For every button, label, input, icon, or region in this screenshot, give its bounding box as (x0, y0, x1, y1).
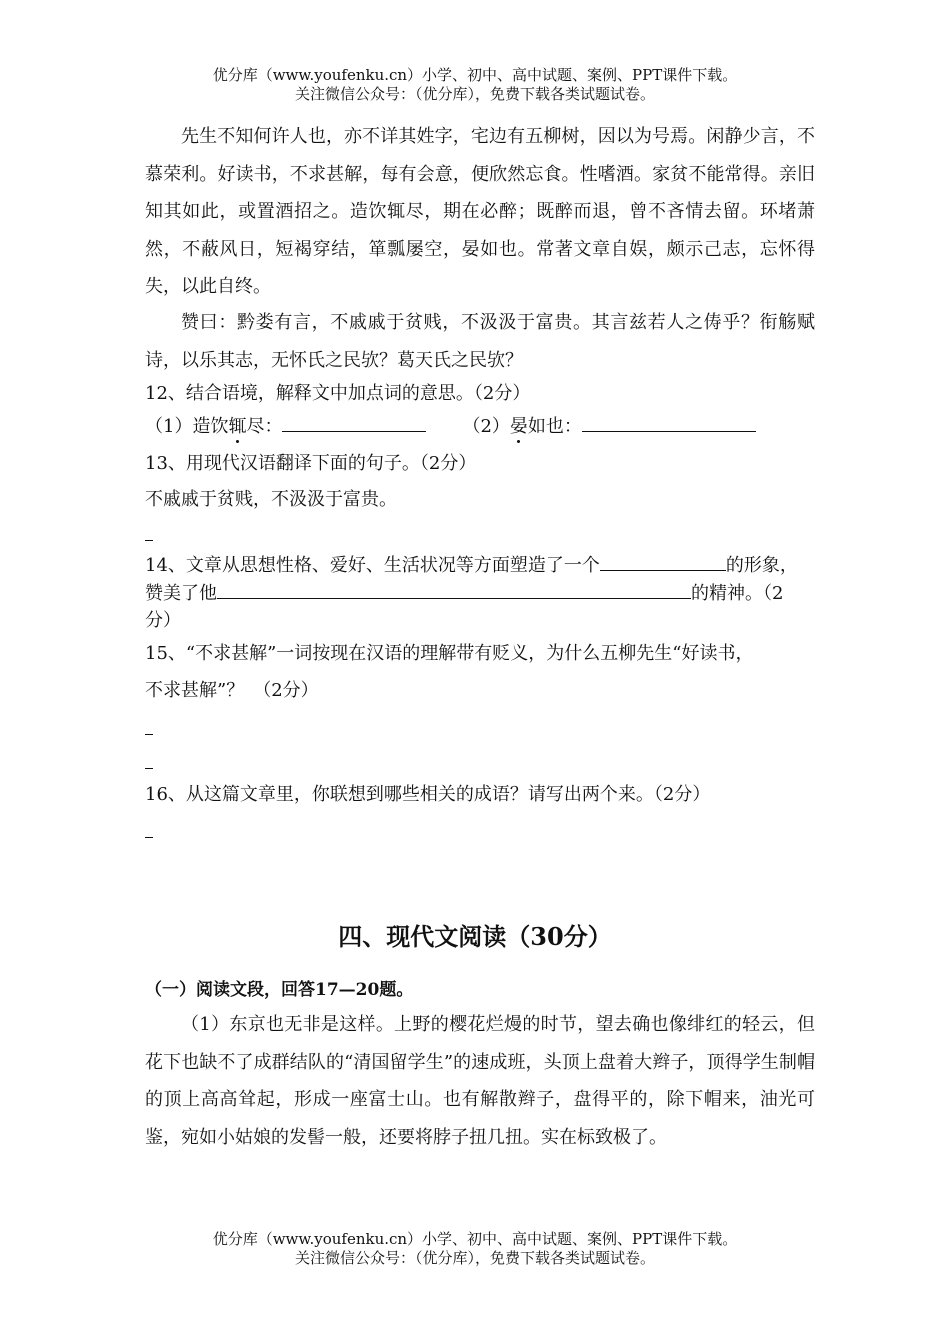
question-13: 13、用现代汉语翻译下面的句子。（2分） (145, 453, 477, 474)
section-4-paragraph-1: （1）东京也无非是这样。上野的樱花烂熳的时节，望去确也像绯红的轻云，但花下也缺不了成群结队的“清国留学生”的速成班，头顶上盘着大辫子，顶得学生制帽的顶上高高耸起，形成一座富士山。也有解散辫子，盘得平的，除下帽来，油光可鉴，宛如小姑娘的发髻一般，还要将脖子扭几扭。实在标致极了。 (145, 1014, 815, 1148)
q14-text-3: 赞美了他 (145, 583, 217, 604)
q14-text-2: 的形象， (725, 555, 798, 576)
passage-paragraph-2: 赞曰：黔娄有言，不戚戚于贫贱，不汲汲于富贵。其言兹若人之俦乎？衔觞赋诗，以乐其志，无怀氏之民欤？葛天氏之民欤？ (145, 312, 815, 371)
q13-answer-line[interactable] (145, 540, 153, 541)
q12-item1-dotted-word: 辄 (228, 416, 247, 437)
question-12: 12、结合语境，解释文中加点词的意思。（2分） (145, 383, 531, 404)
q14-text-4: 的精神。（2 (691, 583, 784, 604)
q14-answer-blank-2[interactable] (217, 580, 691, 599)
q12-item2-dotted-word: 晏 (509, 416, 528, 437)
q12-answer-blank-2[interactable] (582, 413, 756, 432)
q14-text-1: 14、文章从思想性格、爱好、生活状况等方面塑造了一个 (145, 555, 600, 576)
q12-item2-suffix: 如也： (527, 416, 582, 437)
header-line-1: 优分库（www.youfenku.cn）小学、初中、高中试题、案例、PPT课件下载。 (212, 66, 738, 84)
question-15-line-1: 15、“不求甚解”一词按现在汉语的理解带有贬义，为什么五柳先生“好读书， (145, 643, 754, 664)
q15-answer-line-1[interactable] (145, 734, 153, 735)
footer-line-2: 关注微信公众号：（优分库），免费下载各类试题试卷。 (294, 1249, 655, 1267)
q14-answer-blank-1[interactable] (600, 552, 726, 571)
q12-item1-suffix: 尽： (246, 416, 283, 437)
q15-answer-line-2[interactable] (145, 768, 153, 769)
page-header (0, 66, 950, 104)
question-14-line-3: 分） (145, 610, 181, 631)
page-footer (0, 1230, 950, 1268)
passage-paragraph-1: 先生不知何许人也，亦不详其姓字，宅边有五柳树，因以为号焉。闲静少言，不慕荣利。好读书，不求甚解，每有会意，便欣然忘食。性嗜酒。家贫不能常得。亲旧知其如此，或置酒招之。造饮辄尽，期在必醉；既醉而退，曾不吝情去留。环堵萧然，不蔽风日，短褐穿结，箪瓢屡空，晏如也。常著文章自娱，颇示己志，忘怀得失，以此自终。 (145, 126, 815, 297)
section-4-title: 四、现代文阅读（30分） (338, 922, 612, 951)
header-line-2: 关注微信公众号：（优分库），免费下载各类试题试卷。 (294, 85, 655, 103)
question-16: 16、从这篇文章里，你联想到哪些相关的成语？请写出两个来。（2分） (145, 784, 711, 805)
question-15-line-2: 不求甚解”？ （2分） (145, 680, 319, 701)
q12-answer-blank-1[interactable] (282, 413, 426, 432)
question-12-items (145, 413, 756, 440)
q16-answer-line[interactable] (145, 837, 153, 838)
question-14-line-2 (145, 580, 783, 607)
question-13-sentence: 不戚戚于贫贱，不汲汲于富贵。 (145, 489, 397, 510)
question-14-line-1 (145, 552, 798, 579)
q12-item2-prefix: （2） (462, 416, 510, 437)
q12-item1-prefix: （1）造饮 (145, 416, 229, 437)
footer-line-1: 优分库（www.youfenku.cn）小学、初中、高中试题、案例、PPT课件下载。 (212, 1230, 738, 1248)
section-4-subtitle: （一）阅读文段，回答17—20题。 (145, 980, 414, 1000)
